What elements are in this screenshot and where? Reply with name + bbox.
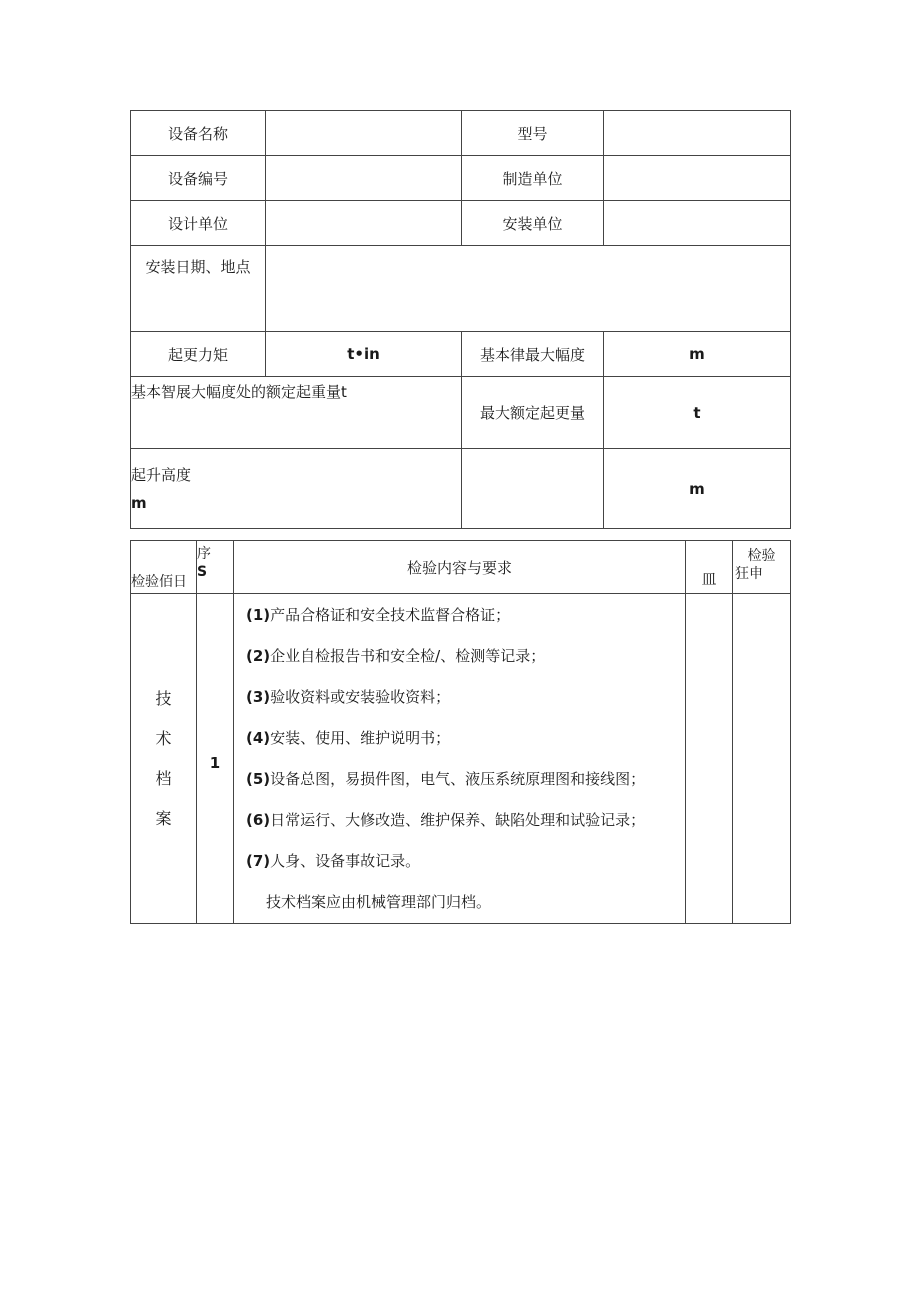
- info-row-units: [131, 201, 791, 246]
- info-row-moment: [131, 332, 791, 377]
- model-value[interactable]: [604, 111, 791, 156]
- header-content: 检验内容与要求: [234, 541, 686, 594]
- header-seq-top: 序: [197, 546, 211, 562]
- content-line: (4)安装、使用、维护说明书；: [246, 729, 451, 747]
- inspection-table: [130, 540, 791, 924]
- equipment-name-label: 设备名称: [131, 111, 266, 156]
- equipment-no-value[interactable]: [266, 156, 462, 201]
- install-unit-label: 安装单位: [462, 201, 604, 246]
- row-result[interactable]: [686, 594, 733, 924]
- row-content: [234, 594, 686, 924]
- info-row-install-date: [131, 246, 791, 332]
- lift-height-label: 起升高度: [131, 466, 192, 484]
- content-line: (2)企业自检报告书和安全检/、检测等记录；: [246, 647, 546, 665]
- info-row-number: [131, 156, 791, 201]
- install-date-place-value[interactable]: [266, 246, 791, 332]
- manufacturer-value[interactable]: [604, 156, 791, 201]
- header-conclusion-bottom: 狂申: [735, 566, 763, 582]
- header-seq-bottom: S: [197, 564, 208, 580]
- content-note: 技术档案应由机械管理部门归档。: [266, 893, 492, 911]
- equipment-no-label: 设备编号: [131, 156, 266, 201]
- header-seq: [197, 541, 234, 594]
- lifting-moment-unit: t•in: [266, 332, 462, 377]
- content-line: (3)验收资料或安装验收资料；: [246, 688, 451, 706]
- rated-load-label: 基本智展大幅度处的额定起重量t: [131, 377, 462, 449]
- manufacturer-label: 制造单位: [462, 156, 604, 201]
- content-line: (1)产品合格证和安全技术监督合格证；: [246, 606, 511, 624]
- lift-height-unit-left: m: [131, 494, 147, 512]
- equipment-info-table: [130, 110, 791, 529]
- design-unit-label: 设计单位: [131, 201, 266, 246]
- lift-height-cell: [131, 449, 462, 529]
- inspection-header-row: [131, 541, 791, 594]
- max-rated-load-label: 最大额定起更量: [462, 377, 604, 449]
- header-result: 皿: [686, 541, 733, 594]
- header-item: 检验佰日: [131, 541, 197, 594]
- equipment-name-value[interactable]: [266, 111, 462, 156]
- row-item-cell: [131, 594, 197, 924]
- info-row-lift-height: [131, 449, 791, 529]
- inspection-row: [131, 594, 791, 924]
- row-item-char: 术: [155, 728, 172, 748]
- row-item-char: 档: [155, 768, 172, 788]
- install-unit-value[interactable]: [604, 201, 791, 246]
- model-label: 型号: [462, 111, 604, 156]
- row-item-char: 案: [155, 808, 172, 828]
- row-seq: 1: [197, 594, 234, 924]
- content-line: (7)人身、设备事故记录。: [246, 852, 421, 870]
- lift-height-unit-right: m: [604, 449, 791, 529]
- row-item-char: 技: [155, 688, 172, 708]
- info-row-name: [131, 111, 791, 156]
- design-unit-value[interactable]: [266, 201, 462, 246]
- header-conclusion-top: 检验: [747, 548, 776, 564]
- header-conclusion: [733, 541, 791, 594]
- basic-max-radius-unit: m: [604, 332, 791, 377]
- content-line: (5)设备总图，易损件图，电气、液压系统原理图和接线图；: [246, 770, 646, 788]
- install-date-place-label: 安装日期、地点: [131, 246, 266, 332]
- basic-max-radius-label: 基本律最大幅度: [462, 332, 604, 377]
- content-line: (6)日常运行、大修改造、维护保养、缺陷处理和试验记录；: [246, 811, 646, 829]
- row-conclusion[interactable]: [733, 594, 791, 924]
- lift-height-value[interactable]: [462, 449, 604, 529]
- lifting-moment-label: 起更力矩: [131, 332, 266, 377]
- info-row-rated-load: [131, 377, 791, 449]
- max-rated-load-unit: t: [604, 377, 791, 449]
